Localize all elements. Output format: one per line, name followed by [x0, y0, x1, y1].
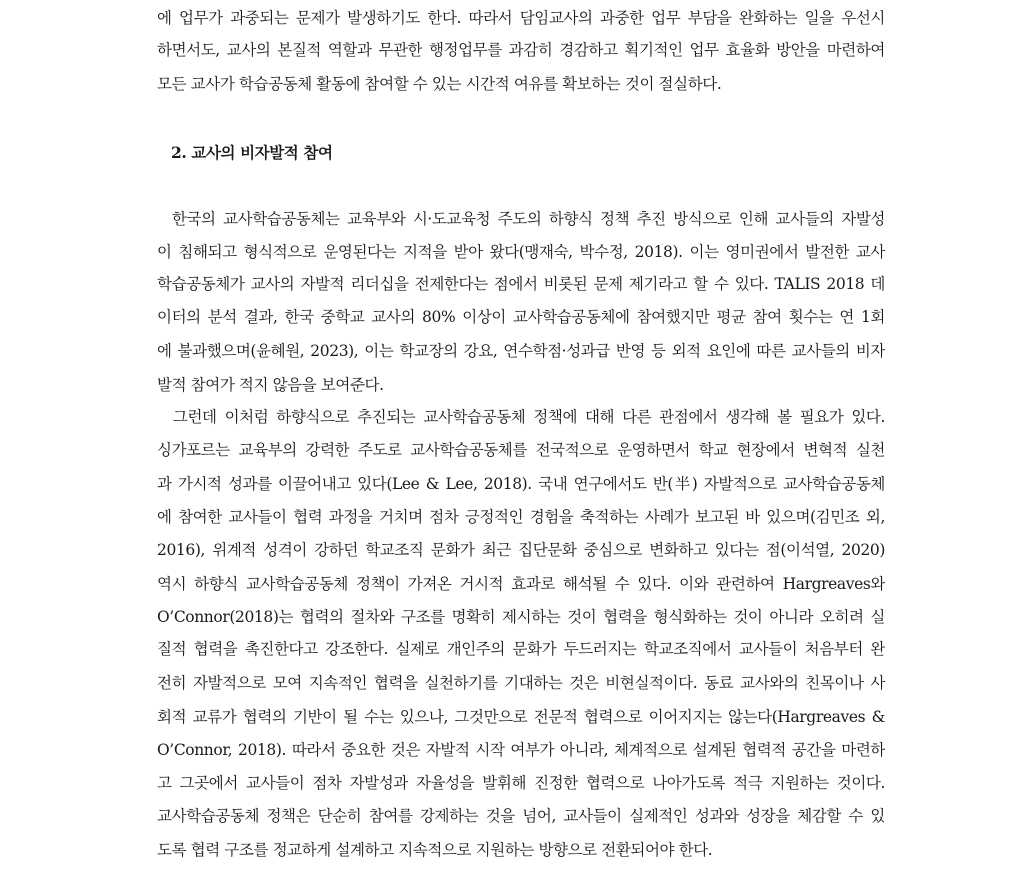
text-line: 그런데 이처럼 하향식으로 추진되는 교사학습공동체 정책에 대해 다른 관점에서 생각해 볼 필요가 있다.	[157, 408, 885, 426]
text-line: 학습공동체가 교사의 자발적 리더십을 전제한다는 점에서 비롯된 문제 제기라고 할 수 있다. TALIS 2018 데	[157, 275, 885, 293]
text-line: 에 불과했으며(윤혜원, 2023), 이는 학교장의 강요, 연수학점·성과급 반영 등 외적 요인에 따른 교사들의 비자	[157, 342, 885, 360]
text-line: 도록 협력 구조를 정교하게 설계하고 지속적으로 지원하는 방향으로 전환되어야 한다.	[157, 841, 713, 859]
text-line: 과 가시적 성과를 이끌어내고 있다(Lee & Lee, 2018). 국내 연구에서도 반(半) 자발적으로 교사학습공동체	[157, 475, 885, 493]
text-line: 이 침해되고 형식적으로 운영된다는 지적을 받아 왔다(맹재숙, 박수정, 2018). 이는 영미권에서 발전한 교사	[157, 243, 885, 261]
text-line: 싱가포르는 교육부의 강력한 주도로 교사학습공동체를 전국적으로 운영하면서 학교 현장에서 변혁적 실천	[157, 441, 885, 459]
text-line: 고 그곳에서 교사들이 점차 자발성과 자율성을 발휘해 진정한 협력으로 나아가도록 적극 지원하는 것이다.	[157, 774, 885, 792]
text-line: 에 참여한 교사들이 협력 과정을 거치며 점차 긍정적인 경험을 축적하는 사례가 보고된 바 있으며(김민조 외,	[157, 508, 885, 526]
text-line: 이터의 분석 결과, 한국 중학교 교사의 80% 이상이 교사학습공동체에 참여했지만 평균 참여 횟수는 연 1회	[157, 308, 885, 326]
text-line: 2016), 위계적 성격이 강하던 학교조직 문화가 최근 집단문화 중심으로 변화하고 있다는 점(이석열, 2020)	[157, 541, 885, 559]
text-line: 교사학습공동체 정책은 단순히 참여를 강제하는 것을 넘어, 교사들이 실제적인 성과와 성장을 체감할 수 있	[157, 807, 885, 825]
text-line: 하면서도, 교사의 본질적 역할과 무관한 행정업무를 과감히 경감하고 획기적인 업무 효율화 방안을 마련하여	[157, 41, 885, 59]
text-line: 질적 협력을 촉진한다고 강조한다. 실제로 개인주의 문화가 두드러지는 학교조직에서 교사들이 처음부터 완	[157, 640, 885, 658]
text-line: 회적 교류가 협력의 기반이 될 수는 있으나, 그것만으로 전문적 협력으로 이어지지는 않는다(Hargreaves &	[157, 708, 885, 726]
text-line: 역시 하향식 교사학습공동체 정책이 가져온 거시적 효과로 해석될 수 있다. 이와 관련하여 Hargreaves와	[157, 575, 885, 593]
text-line: 한국의 교사학습공동체는 교육부와 시·도교육청 주도의 하향식 정책 추진 방식으로 인해 교사들의 자발성	[157, 210, 885, 228]
text-line: 발적 참여가 적지 않음을 보여준다.	[157, 376, 384, 394]
text-line: 전히 자발적으로 모여 지속적인 협력을 실천하기를 기대하는 것은 비현실적이다. 동료 교사와의 친목이나 사	[157, 674, 885, 692]
text-line: 에 업무가 과중되는 문제가 발생하기도 한다. 따라서 담임교사의 과중한 업무 부담을 완화하는 일을 우선시	[157, 9, 885, 27]
text-line: O’Connor(2018)는 협력의 절차와 구조를 명확히 제시하는 것이 협력을 형식화하는 것이 아니라 오히려 실	[157, 608, 885, 626]
section-heading: 2. 교사의 비자발적 참여	[171, 143, 333, 162]
text-line: O’Connor, 2018). 따라서 중요한 것은 자발적 시작 여부가 아니라, 체계적으로 설계된 협력적 공간을 마련하	[157, 741, 885, 759]
text-line: 모든 교사가 학습공동체 활동에 참여할 수 있는 시간적 여유를 확보하는 것이 절실하다.	[157, 75, 722, 93]
